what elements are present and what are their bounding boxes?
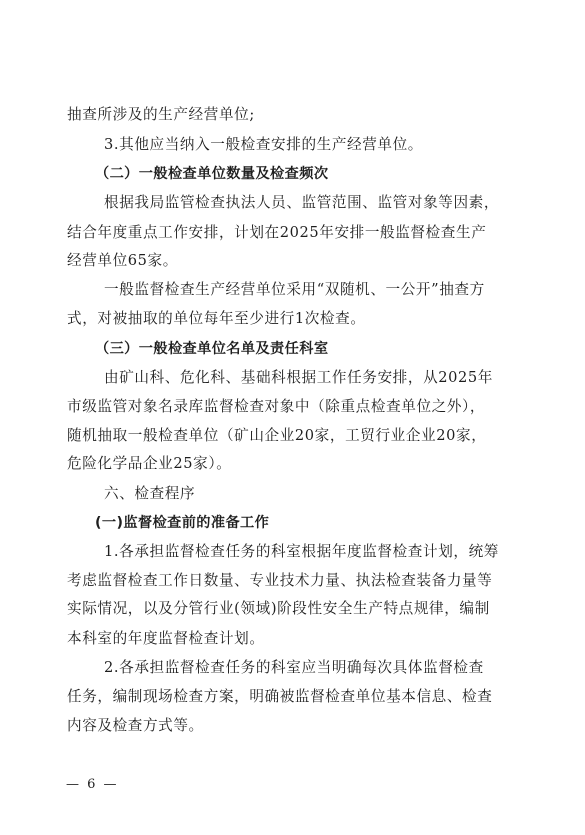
- paragraph-line: 3.其他应当纳入一般检查安排的生产经营单位。: [104, 136, 424, 153]
- paragraph-line: 本科室的年度监督检查计划。: [67, 630, 265, 647]
- page-number: — 6 —: [66, 777, 119, 792]
- paragraph-line: 抽查所涉及的生产经营单位;: [67, 106, 255, 123]
- paragraph-line: 由矿山科、危化科、基础科根据工作任务安排，从2025年: [104, 369, 493, 386]
- section-heading: 六、检查程序: [104, 485, 196, 502]
- subsection-heading: （二）一般检查单位数量及检查频次: [95, 166, 329, 182]
- paragraph-line: 考虑监督检查工作日数量、专业技术力量、执法检查装备力量等: [67, 572, 493, 589]
- paragraph-line: 结合年度重点工作安排，计划在2025年安排一般监督检查生产: [67, 224, 487, 241]
- paragraph-line: 实际情况，以及分管行业(领域)阶段性安全生产特点规律，编制: [67, 600, 490, 617]
- paragraph-line: 危险化学品企业25家）。: [67, 455, 232, 472]
- paragraph-line: 内容及检查方式等。: [67, 717, 204, 734]
- paragraph-line: 式，对被抽取的单位每年至少进行1次检查。: [67, 310, 366, 327]
- paragraph-line: 任务，编制现场检查方案，明确被监督检查单位基本信息、检查: [67, 688, 493, 705]
- paragraph-line: 经营单位65家。: [67, 252, 178, 269]
- paragraph-line: 2.各承担监督检查任务的科室应当明确每次具体监督检查: [104, 659, 484, 676]
- paragraph-line: 1.各承担监督检查任务的科室根据年度监督检查计划，统筹: [104, 543, 499, 560]
- paragraph-line: 随机抽取一般检查单位（矿山企业20家，工贸行业企业20家，: [67, 427, 487, 444]
- paragraph-line: 根据我局监管检查执法人员、监管范围、监管对象等因素，: [104, 194, 500, 211]
- paragraph-line: 一般监督检查生产经营单位采用“双随机、一公开”抽查方: [104, 281, 485, 298]
- subsection-heading: （三）一般检查单位名单及责任科室: [95, 341, 329, 357]
- subsection-heading: (一)监督检查前的准备工作: [95, 515, 270, 531]
- paragraph-line: 市级监管对象名录库监督检查对象中（除重点检查单位之外），: [67, 398, 486, 415]
